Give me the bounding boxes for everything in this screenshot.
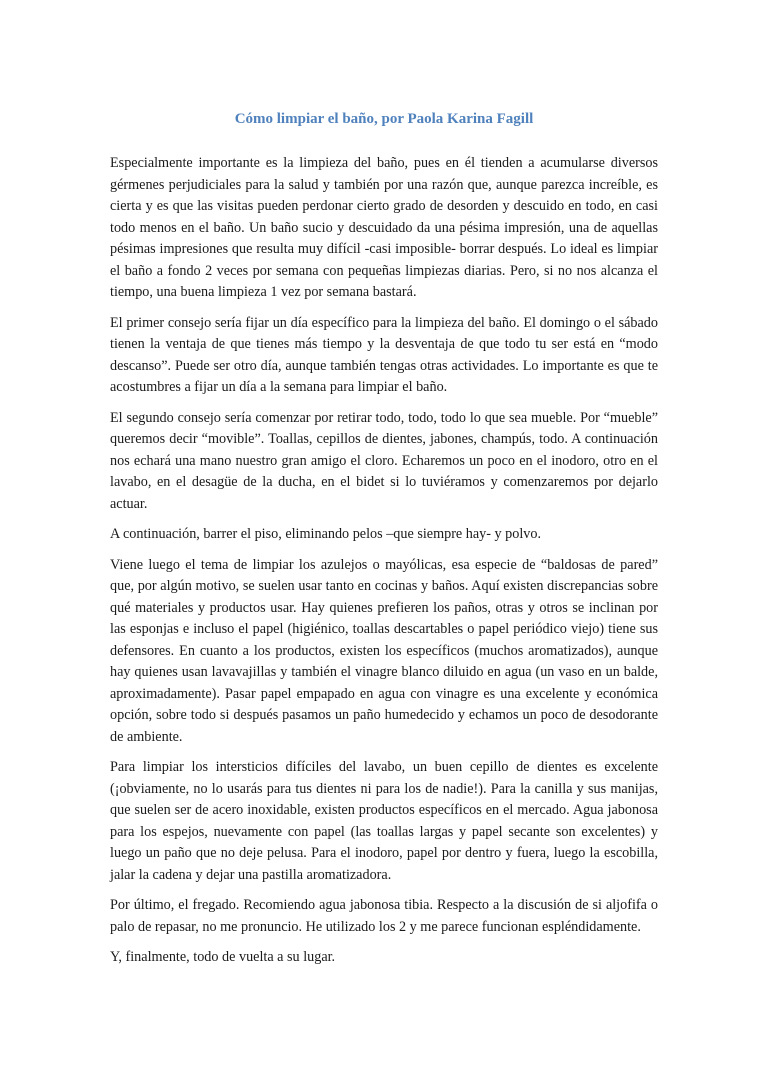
document-body bbox=[110, 153, 658, 978]
paragraph-tiles: Viene luego el tema de limpiar los azulejos o mayólicas, esa especie de “baldosas de pared” que, por algún motivo, se suelen usar tanto en cocinas y baños. Aquí existen discrepancias sobre qué materiales y productos usar. Hay quienes prefieren los paños, otras y otros se inclinan por las esponjas e incluso el papel (higiénico, toallas descartables o papel periódico viejo) tiene sus defensores. En cuanto a los productos, existen los específicos (muchos aromatizados), aunque hay quienes usan lavavajillas y también el vinagre blanco diluido en agua (un vaso en un balde, aproximadamente). Pasar papel empapado en agua con vinagre es una excelente y económica opción, sobre todo si después pasamos un paño humedecido y echamos un poco de desodorante de ambiente. bbox=[110, 556, 658, 745]
paragraph-second-tip: El segundo consejo sería comenzar por retirar todo, todo, todo lo que sea mueble. Por “mueble” queremos decir “movible”. Toallas, cepillos de dientes, jabones, champús, todo. A continuación nos echará una mano nuestro gran amigo el cloro. Echaremos un poco en el inodoro, otro en el lavabo, en el desagüe de la ducha, en el bidet si lo tuviéramos y comenzaremos por dejarlo actuar. bbox=[110, 409, 658, 512]
paragraph-first-tip: El primer consejo sería fijar un día específico para la limpieza del baño. El domingo o el sábado tienen la ventaja de que tienes más tiempo y la desventaja de que todo tu ser está en “modo descanso”. Puede ser otro día, aunque también tengas otras actividades. Lo importante es que te acostumbres a fijar un día a la semana para limpiar el baño. bbox=[110, 314, 658, 395]
paragraph-closing: Y, finalmente, todo de vuelta a su lugar. bbox=[110, 949, 336, 965]
document-title: Cómo limpiar el baño, por Paola Karina Fagill bbox=[234, 111, 534, 127]
paragraph-scrubbing: Por último, el fregado. Recomiendo agua jabonosa tibia. Respecto a la discusión de si aljofifa o palo de repasar, no me pronuncio. He utilizado los 2 y me parece funcionan espléndidamente. bbox=[110, 897, 658, 935]
paragraph-sink-toilet: Para limpiar los intersticios difíciles del lavabo, un buen cepillo de dientes es excelente (¡obviamente, no lo usarás para tus dientes ni para los de nadie!). Para la canilla y sus manijas, que suelen ser de acero inoxidable, existen productos específicos en el mercado. Agua jabonosa para los espejos, nuevamente con papel (las toallas largas y papel secante son excelentes) y luego un paño que no deje pelusa. Para el inodoro, papel por dentro y fuera, luego la escobilla, jalar la cadena y dejar una pastilla aromatizadora. bbox=[110, 759, 658, 883]
paragraph-sweep-floor: A continuación, barrer el piso, eliminando pelos –que siempre hay- y polvo. bbox=[110, 526, 542, 542]
paragraph-intro: Especialmente importante es la limpieza del baño, pues en él tienden a acumularse diversos gérmenes perjudiciales para la salud y también por una razón que, aunque parezca increíble, es cierta y es que las visitas pueden perdonar cierto grado de desorden y descuido en todo, en casi todo menos en el baño. Un baño sucio y descuidado da una pésima impresión, una de aquellas pésimas impresiones que resulta muy difícil -casi imposible- borrar después. Lo ideal es limpiar el baño a fondo 2 veces por semana con pequeñas limpiezas diarias. Pero, si no nos alcanza el tiempo, una buena limpieza 1 vez por semana bastará. bbox=[110, 155, 658, 300]
